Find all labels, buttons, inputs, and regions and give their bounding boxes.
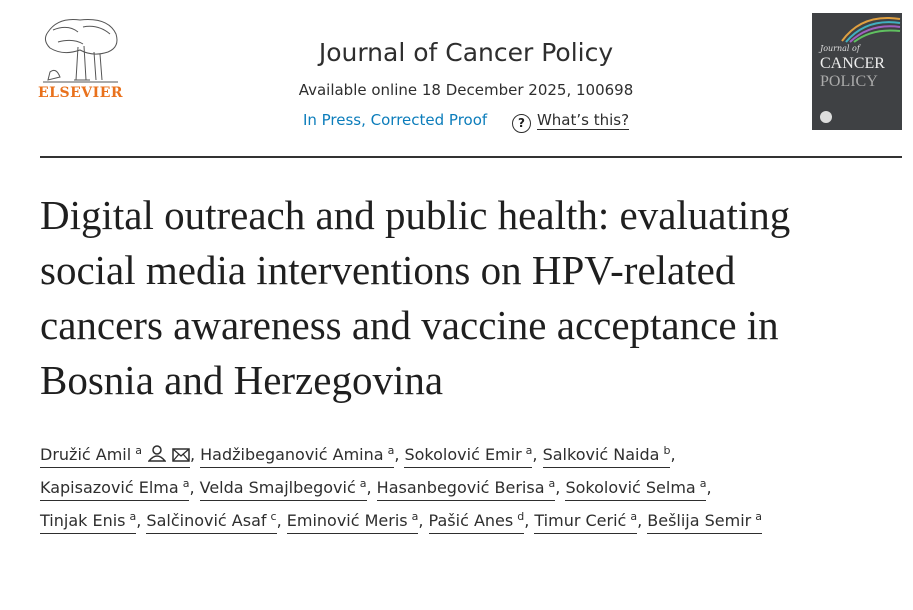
author-link[interactable] [377,478,556,501]
cover-policy: POLICY [820,73,878,90]
question-circle-icon[interactable]: ? [512,114,531,133]
affiliation-marker[interactable]: a [359,476,367,490]
journal-title[interactable]: Journal of Cancer Policy [318,38,614,67]
affiliation-marker[interactable]: a [387,443,395,457]
author-name: Sokolović Emir [404,445,522,464]
affiliation-marker[interactable]: a [411,509,419,523]
affiliation-marker[interactable]: a [525,443,533,457]
affiliation-marker[interactable]: d [517,509,525,523]
author-link[interactable] [146,511,276,534]
author-list: Družić Amil $^a$ , Hadžibeganović Amina $^a$, Sokolović Emir $^a$, Salković Naida $^b$, Kapisazović Elma $^a$, Velda Smajlbegović $^a$, Hasanbegović Berisa $^a$, Sokolović Selma $^a$, Tinjak Enis $^a$, Salčinović Asaf $^c$, Eminović Meris $^a$, Pašić Anes $^d$, Timur Cerić $^a$, Bešlija Semir $^a$ [40,438,905,537]
affiliation-marker[interactable]: b [663,443,671,457]
author-link[interactable] [200,445,394,468]
cover-journal-of: Journal of [820,44,860,53]
author-link[interactable] [287,511,419,534]
author-name: Velda Smajlbegović [199,478,356,497]
author-name: Bešlija Semir [647,511,752,530]
author-name: Eminović Meris [286,511,408,530]
envelope-icon[interactable] [172,448,190,462]
affiliation-marker[interactable]: a [129,509,137,523]
author-link[interactable] [200,478,367,501]
available-online: Available online 18 December 2025, 100698 [298,81,634,99]
author-name: Timur Cerić [534,511,627,530]
article-title: Digital outreach and public health: evaluating social media interventions on HPV-related cancers awareness and vaccine acceptance in Bosnia and Herzegovina [40,192,791,403]
author-link[interactable] [429,511,525,534]
author-link[interactable] [404,445,532,468]
author-name: Tinjak Enis [40,511,126,530]
elsevier-tree-logo [38,12,122,84]
author-name: Salčinović Asaf [146,511,267,530]
affiliation-marker[interactable]: a [135,443,142,457]
author-link[interactable] [534,511,637,534]
author-name: Družić Amil [40,445,132,464]
affiliation-marker[interactable]: a [182,476,190,490]
affiliation-marker[interactable]: a [755,509,762,523]
affiliation-marker[interactable]: a [699,476,707,490]
author-name: Salković Naida [542,445,660,464]
author-link[interactable] [40,445,190,468]
journal-cover[interactable] [812,13,902,130]
author-link[interactable] [647,511,762,534]
author-name: Sokolović Selma [565,478,696,497]
cover-society-logo [820,111,832,123]
in-press-link[interactable]: In Press, Corrected Proof [302,111,488,129]
cover-cancer: CANCER [820,55,885,72]
author-name: Pašić Anes [428,511,514,530]
author-link[interactable] [565,478,706,501]
author-link[interactable] [40,478,189,501]
author-name: Hadžibeganović Amina [200,445,384,464]
article-status [240,110,692,133]
author-link[interactable] [40,511,136,534]
whats-this-link[interactable]: What’s this? [536,111,630,129]
elsevier-wordmark[interactable]: ELSEVIER [38,85,124,101]
person-icon[interactable] [148,445,166,462]
header-divider [40,156,902,158]
affiliation-marker[interactable]: c [270,509,277,523]
article-header-content [40,188,905,537]
cover-arc-graphic [812,13,902,43]
author-link[interactable] [543,445,671,468]
affiliation-marker[interactable]: a [630,509,638,523]
author-name: Kapisazović Elma [40,478,179,497]
author-name: Hasanbegović Berisa [376,478,545,497]
affiliation-marker[interactable]: a [548,476,556,490]
